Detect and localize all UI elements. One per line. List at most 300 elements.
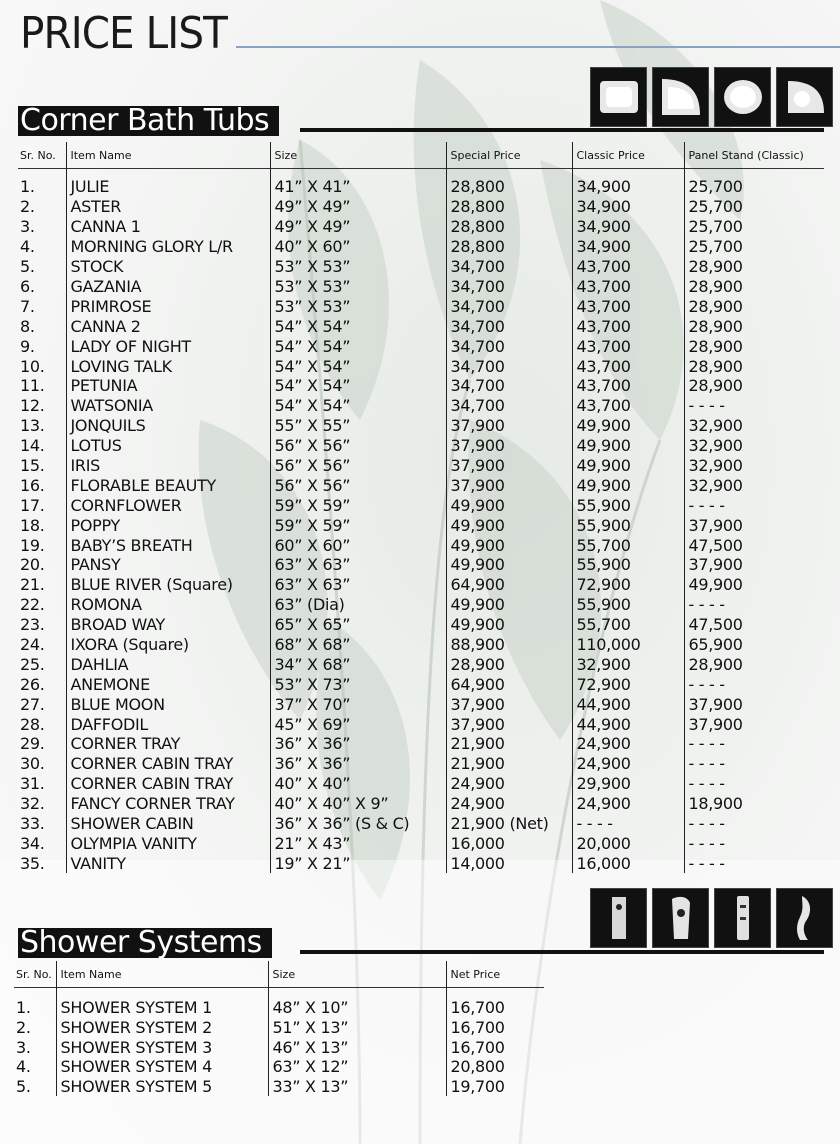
special-price-cell: 34,700 [446,356,572,376]
sr-no-cell: 4. [20,237,35,257]
special-price-cell: 28,800 [446,169,572,198]
item-name-cell: CANNA 2 [66,316,270,336]
size-cell: 53” X 73” [270,674,446,694]
size-cell: 34” X 68” [270,654,446,674]
special-price-cell: 28,800 [446,217,572,237]
classic-price-cell: 49,900 [572,475,684,495]
classic-price-cell: 34,900 [572,169,684,198]
table-row [18,654,824,674]
sr-no-cell: 33. [20,814,45,834]
item-name-cell: CORNER TRAY [66,734,270,754]
sr-no-cell: 5. [16,1076,31,1096]
classic-price-cell: 43,700 [572,356,684,376]
table-row [18,475,824,495]
column-header: Special Price [446,142,572,169]
item-name-cell: JULIE [66,169,270,198]
shower-panel-thumbnail [776,888,833,948]
size-cell: 54” X 54” [270,336,446,356]
classic-price-cell: 110,000 [572,635,684,655]
table-row [18,316,824,336]
table-row [18,674,824,694]
item-name-cell: SHOWER SYSTEM 2 [56,1018,268,1038]
sr-no-cell: 21. [20,575,45,595]
panel-stand-cell: 49,900 [684,575,824,595]
item-name-cell: ASTER [66,197,270,217]
classic-price-cell: 43,700 [572,376,684,396]
table-row [18,169,824,198]
classic-price-cell: 55,700 [572,615,684,635]
sr-no-cell: 27. [20,694,45,714]
classic-price-cell: 43,700 [572,336,684,356]
special-price-cell: 28,900 [446,654,572,674]
sr-no-cell: 32. [20,794,45,814]
panel-stand-cell: - - - - [684,595,824,615]
panel-stand-cell: 25,700 [684,169,824,198]
item-name-cell: MORNING GLORY L/R [66,237,270,257]
panel-stand-cell: - - - - [684,495,824,515]
corner-tub-thumbnail [652,67,709,127]
panel-stand-cell: 28,900 [684,277,824,297]
title-divider [236,46,840,48]
table-row [18,396,824,416]
special-price-cell: 37,900 [446,436,572,456]
classic-price-cell: 55,900 [572,595,684,615]
panel-stand-cell: 47,500 [684,615,824,635]
size-cell: 56” X 56” [270,436,446,456]
special-price-cell: 34,700 [446,257,572,277]
classic-price-cell: 20,000 [572,834,684,854]
shower-systems-divider [300,950,824,954]
sr-no-cell: 3. [20,217,35,237]
panel-stand-cell: 18,900 [684,794,824,814]
panel-stand-cell: 32,900 [684,436,824,456]
sr-no-cell: 28. [20,714,45,734]
special-price-cell: 88,900 [446,635,572,655]
table-row [18,575,824,595]
corner-tub-thumbnail [776,67,833,127]
column-header: Size [270,142,446,169]
special-price-cell: 16,000 [446,834,572,854]
size-cell: 68” X 68” [270,635,446,655]
panel-stand-cell: 65,900 [684,635,824,655]
item-name-cell: POPPY [66,515,270,535]
sr-no-cell: 12. [20,396,45,416]
corner-bath-tubs-divider [300,128,824,132]
size-cell: 53” X 53” [270,277,446,297]
classic-price-cell: 34,900 [572,197,684,217]
column-header: Classic Price [572,142,684,169]
item-name-cell: STOCK [66,257,270,277]
item-name-cell: FANCY CORNER TRAY [66,794,270,814]
sr-no-cell: 5. [20,257,35,277]
sr-no-cell: 10. [20,356,45,376]
shower-systems-heading: Shower Systems [18,928,272,958]
table-row [18,635,824,655]
special-price-cell: 49,900 [446,615,572,635]
sr-no-cell: 13. [20,416,45,436]
table-row [18,555,824,575]
table-row [18,734,824,754]
panel-stand-cell: 37,900 [684,555,824,575]
classic-price-cell: 43,700 [572,296,684,316]
sr-no-cell: 8. [20,316,35,336]
size-cell: 63” X 63” [270,575,446,595]
item-name-cell: CORNFLOWER [66,495,270,515]
sr-no-cell: 1. [20,176,35,196]
item-name-cell: SHOWER SYSTEM 5 [56,1077,268,1097]
sr-no-cell: 26. [20,674,45,694]
net-price-cell: 16,700 [446,1038,544,1058]
classic-price-cell: 34,900 [572,217,684,237]
net-price-cell: 19,700 [446,1077,544,1097]
panel-stand-cell: 25,700 [684,237,824,257]
classic-price-cell: 29,900 [572,774,684,794]
special-price-cell: 14,000 [446,853,572,873]
item-name-cell: IXORA (Square) [66,635,270,655]
item-name-cell: ANEMONE [66,674,270,694]
size-cell: 33” X 13” [268,1077,446,1097]
item-name-cell: LADY OF NIGHT [66,336,270,356]
corner-bath-tubs-table [18,142,824,873]
table-row [18,336,824,356]
item-name-cell: BLUE MOON [66,694,270,714]
special-price-cell: 34,700 [446,396,572,416]
size-cell: 36” X 36” [270,734,446,754]
size-cell: 63” (Dia) [270,595,446,615]
special-price-cell: 28,800 [446,197,572,217]
panel-stand-cell: 28,900 [684,257,824,277]
table-row [18,376,824,396]
special-price-cell: 37,900 [446,694,572,714]
panel-stand-cell: 28,900 [684,296,824,316]
classic-price-cell: 24,900 [572,794,684,814]
table-row [18,495,824,515]
item-name-cell: OLYMPIA VANITY [66,834,270,854]
table-row [18,277,824,297]
special-price-cell: 24,900 [446,774,572,794]
size-cell: 36” X 36” (S & C) [270,814,446,834]
item-name-cell: CORNER CABIN TRAY [66,774,270,794]
table-row [18,217,824,237]
corner-tub-thumbnails [590,67,833,127]
special-price-cell: 37,900 [446,456,572,476]
size-cell: 54” X 54” [270,396,446,416]
sr-no-cell: 2. [16,1018,31,1038]
table-row [18,237,824,257]
panel-stand-cell: - - - - [684,674,824,694]
table-row [14,1018,544,1038]
size-cell: 36” X 36” [270,754,446,774]
size-cell: 56” X 56” [270,456,446,476]
net-price-cell: 16,700 [446,1018,544,1038]
table-row [18,416,824,436]
panel-stand-cell: - - - - [684,754,824,774]
item-name-cell: BROAD WAY [66,615,270,635]
column-header: Net Price [446,961,544,988]
panel-stand-cell: - - - - [684,734,824,754]
special-price-cell: 21,900 [446,754,572,774]
classic-price-cell: 55,900 [572,555,684,575]
column-header: Sr. No. [16,967,52,981]
special-price-cell: 24,900 [446,794,572,814]
size-cell: 53” X 53” [270,257,446,277]
sr-no-cell: 16. [20,475,45,495]
special-price-cell: 34,700 [446,336,572,356]
special-price-cell: 34,700 [446,296,572,316]
sr-no-cell: 31. [20,774,45,794]
size-cell: 56” X 56” [270,475,446,495]
sr-no-cell: 30. [20,754,45,774]
size-cell: 55” X 55” [270,416,446,436]
size-cell: 41” X 41” [270,169,446,198]
sr-no-cell: 3. [16,1037,31,1057]
special-price-cell: 37,900 [446,475,572,495]
panel-stand-cell: 32,900 [684,475,824,495]
shower-panel-thumbnail [652,888,709,948]
table-row [14,1057,544,1077]
sr-no-cell: 19. [20,535,45,555]
sr-no-cell: 25. [20,654,45,674]
table-row [18,814,824,834]
panel-stand-cell: 25,700 [684,217,824,237]
item-name-cell: JONQUILS [66,416,270,436]
sr-no-cell: 2. [20,197,35,217]
panel-stand-cell: 37,900 [684,714,824,734]
sr-no-cell: 22. [20,595,45,615]
panel-stand-cell: - - - - [684,853,824,873]
size-cell: 60” X 60” [270,535,446,555]
column-header: Item Name [56,961,268,988]
size-cell: 54” X 54” [270,316,446,336]
item-name-cell: SHOWER CABIN [66,814,270,834]
size-cell: 19” X 21” [270,853,446,873]
sr-no-cell: 9. [20,336,35,356]
sr-no-cell: 18. [20,515,45,535]
column-header: Sr. No. [20,148,56,162]
size-cell: 46” X 13” [268,1038,446,1058]
size-cell: 37” X 70” [270,694,446,714]
classic-price-cell: 55,700 [572,535,684,555]
size-cell: 59” X 59” [270,495,446,515]
sr-no-cell: 11. [20,376,45,396]
size-cell: 59” X 59” [270,515,446,535]
classic-price-cell: 72,900 [572,575,684,595]
panel-stand-cell: 28,900 [684,654,824,674]
table-row [18,257,824,277]
panel-stand-cell: - - - - [684,834,824,854]
table-row [18,834,824,854]
classic-price-cell: 34,900 [572,237,684,257]
item-name-cell: PRIMROSE [66,296,270,316]
special-price-cell: 64,900 [446,575,572,595]
classic-price-cell: 43,700 [572,396,684,416]
sr-no-cell: 29. [20,734,45,754]
size-cell: 63” X 63” [270,555,446,575]
table-row [18,197,824,217]
classic-price-cell: 24,900 [572,754,684,774]
size-cell: 51” X 13” [268,1018,446,1038]
sr-no-cell: 35. [20,853,45,873]
classic-price-cell: - - - - [572,814,684,834]
special-price-cell: 34,700 [446,376,572,396]
item-name-cell: LOVING TALK [66,356,270,376]
special-price-cell: 37,900 [446,714,572,734]
column-header: Panel Stand (Classic) [684,142,824,169]
sr-no-cell: 7. [20,296,35,316]
table-row [18,356,824,376]
panel-stand-cell: 25,700 [684,197,824,217]
item-name-cell: SHOWER SYSTEM 1 [56,988,268,1019]
table-row [18,456,824,476]
column-header: Size [268,961,446,988]
item-name-cell: DAHLIA [66,654,270,674]
table-header-row [18,142,824,169]
item-name-cell: DAFFODIL [66,714,270,734]
size-cell: 53” X 53” [270,296,446,316]
size-cell: 49” X 49” [270,217,446,237]
sr-no-cell: 14. [20,436,45,456]
size-cell: 54” X 54” [270,356,446,376]
size-cell: 65” X 65” [270,615,446,635]
classic-price-cell: 55,900 [572,495,684,515]
special-price-cell: 49,900 [446,595,572,615]
item-name-cell: SHOWER SYSTEM 3 [56,1038,268,1058]
item-name-cell: PETUNIA [66,376,270,396]
item-name-cell: IRIS [66,456,270,476]
table-row [18,535,824,555]
special-price-cell: 49,900 [446,515,572,535]
table-row [14,1038,544,1058]
size-cell: 54” X 54” [270,376,446,396]
shower-panel-thumbnail [590,888,647,948]
special-price-cell: 49,900 [446,495,572,515]
panel-stand-cell: - - - - [684,774,824,794]
net-price-cell: 20,800 [446,1057,544,1077]
shower-system-thumbnails [590,888,833,948]
classic-price-cell: 43,700 [572,257,684,277]
item-name-cell: LOTUS [66,436,270,456]
sr-no-cell: 4. [16,1057,31,1077]
sr-no-cell: 34. [20,833,45,853]
table-header-row [14,961,544,988]
item-name-cell: CANNA 1 [66,217,270,237]
special-price-cell: 64,900 [446,674,572,694]
table-row [18,615,824,635]
item-name-cell: GAZANIA [66,277,270,297]
sr-no-cell: 24. [20,635,45,655]
classic-price-cell: 16,000 [572,853,684,873]
size-cell: 63” X 12” [268,1057,446,1077]
item-name-cell: FLORABLE BEAUTY [66,475,270,495]
panel-stand-cell: 47,500 [684,535,824,555]
classic-price-cell: 44,900 [572,694,684,714]
special-price-cell: 34,700 [446,277,572,297]
panel-stand-cell: 28,900 [684,356,824,376]
table-row [14,1077,544,1097]
panel-stand-cell: 37,900 [684,694,824,714]
size-cell: 40” X 40” [270,774,446,794]
classic-price-cell: 72,900 [572,674,684,694]
corner-tub-thumbnail [590,67,647,127]
item-name-cell: SHOWER SYSTEM 4 [56,1057,268,1077]
shower-systems-table [14,961,544,1096]
classic-price-cell: 43,700 [572,277,684,297]
panel-stand-cell: 28,900 [684,316,824,336]
special-price-cell: 49,900 [446,535,572,555]
corner-bath-tubs-heading: Corner Bath Tubs [18,106,279,136]
item-name-cell: BLUE RIVER (Square) [66,575,270,595]
sr-no-cell: 6. [20,277,35,296]
panel-stand-cell: 37,900 [684,515,824,535]
sr-no-cell: 15. [20,456,45,476]
special-price-cell: 49,900 [446,555,572,575]
item-name-cell: VANITY [66,853,270,873]
item-name-cell: ROMONA [66,595,270,615]
size-cell: 49” X 49” [270,197,446,217]
classic-price-cell: 55,900 [572,515,684,535]
panel-stand-cell: - - - - [684,396,824,416]
panel-stand-cell: 28,900 [684,376,824,396]
item-name-cell: BABY’S BREATH [66,535,270,555]
item-name-cell: PANSY [66,555,270,575]
size-cell: 45” X 69” [270,714,446,734]
table-row [14,988,544,1019]
sr-no-cell: 1. [16,997,31,1017]
size-cell: 40” X 40” X 9” [270,794,446,814]
special-price-cell: 21,900 (Net) [446,814,572,834]
table-row [18,694,824,714]
column-header: Item Name [66,142,270,169]
special-price-cell: 28,800 [446,237,572,257]
size-cell: 21” X 43” [270,834,446,854]
classic-price-cell: 49,900 [572,456,684,476]
net-price-cell: 16,700 [446,988,544,1019]
classic-price-cell: 49,900 [572,436,684,456]
sr-no-cell: 23. [20,615,45,635]
table-row [18,714,824,734]
corner-tub-thumbnail [714,67,771,127]
special-price-cell: 34,700 [446,316,572,336]
table-row [18,436,824,456]
classic-price-cell: 44,900 [572,714,684,734]
size-cell: 40” X 60” [270,237,446,257]
classic-price-cell: 43,700 [572,316,684,336]
page-title: PRICE LIST [20,8,227,59]
shower-panel-thumbnail [714,888,771,948]
panel-stand-cell: 32,900 [684,416,824,436]
table-row [18,296,824,316]
table-row [18,853,824,873]
panel-stand-cell: 28,900 [684,336,824,356]
table-row [18,794,824,814]
classic-price-cell: 24,900 [572,734,684,754]
sr-no-cell: 20. [20,555,45,575]
item-name-cell: WATSONIA [66,396,270,416]
sr-no-cell: 17. [20,495,45,515]
table-row [18,515,824,535]
panel-stand-cell: 32,900 [684,456,824,476]
size-cell: 48” X 10” [268,988,446,1019]
panel-stand-cell: - - - - [684,814,824,834]
item-name-cell: CORNER CABIN TRAY [66,754,270,774]
table-row [18,595,824,615]
table-row [18,754,824,774]
special-price-cell: 21,900 [446,734,572,754]
special-price-cell: 37,900 [446,416,572,436]
table-row [18,774,824,794]
classic-price-cell: 32,900 [572,654,684,674]
classic-price-cell: 49,900 [572,416,684,436]
